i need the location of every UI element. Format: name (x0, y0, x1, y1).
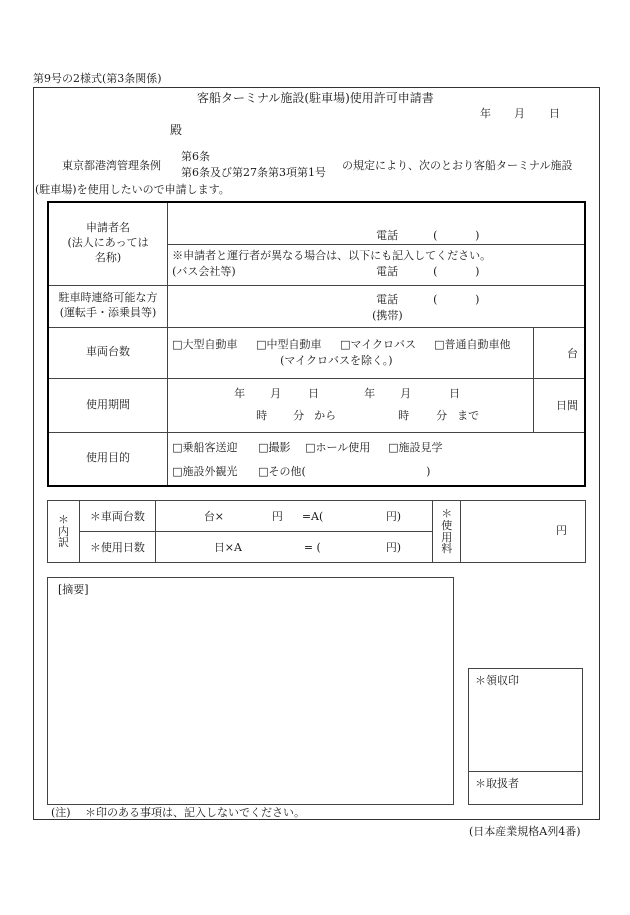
vehicle-fee-total: 円) (385, 510, 402, 523)
summary-label: [摘要] (58, 583, 89, 596)
article-option-2: 第6条及び第27条第3項第1号 (181, 166, 326, 179)
fee-label: ＊ 使 用 料 (433, 501, 461, 563)
bus-company-label: (バス会社等) (172, 265, 236, 278)
footnote-text: ＊印のある事項は、記入しないでください。 (85, 806, 305, 819)
period-field[interactable] (168, 378, 534, 432)
days-equals: = ( (303, 541, 321, 554)
paper-standard: (日本産業規格A列4番) (469, 825, 581, 838)
application-table (47, 201, 586, 487)
days-fee-calc[interactable] (155, 532, 432, 563)
purpose-label: 使用目的 (48, 432, 168, 486)
operator-phone-label: 電話 (376, 265, 399, 278)
period-from: から (314, 408, 337, 422)
checkbox-hall-use[interactable]: □ホール使用 (305, 440, 371, 454)
checkbox-regular-vehicle[interactable]: □普通自動車他 (434, 337, 511, 351)
receipt-stamp-label: ＊領収印 (475, 674, 519, 687)
applicant-label: 申請者名 (法人にあっては 名称) (48, 202, 168, 285)
article-option-1: 第6条 (181, 150, 210, 163)
vehicle-fee-a: =A( (301, 510, 324, 523)
start-hour: 時 (256, 408, 268, 422)
intro-line2: (駐車場)を使用したいので申請します。 (35, 183, 230, 196)
ordinance-name: 東京都港湾管理条例 (62, 159, 161, 172)
date-month: 月 (514, 107, 525, 120)
period-days-field[interactable] (533, 378, 585, 432)
form-title: 客船ターミナル施設(駐車場)使用許可申請書 (197, 91, 434, 105)
form-number: 第9号の2様式(第3条関係) (33, 72, 162, 85)
summary-box[interactable] (47, 577, 454, 805)
paren-close: ) (475, 265, 480, 278)
start-day: 日 (308, 386, 320, 400)
checkbox-passenger-pickup[interactable]: □乗船客送迎 (172, 440, 238, 454)
purpose-field[interactable] (168, 432, 585, 486)
start-month: 月 (270, 386, 282, 400)
other-paren-close: ) (426, 464, 431, 478)
paren-open: ( (433, 265, 438, 278)
receipt-stamp-box[interactable] (468, 668, 583, 772)
intro-line1-tail: の規定により、次のとおり客船ターミナル施設 (342, 159, 573, 172)
vehicle-note: (マイクロバスを除く。) (280, 353, 393, 367)
days-row-label: ＊使用日数 (79, 532, 155, 563)
fee-table (47, 500, 586, 563)
addressee-suffix: 殿 (170, 123, 183, 137)
paren-close: ) (475, 229, 480, 242)
date-day: 日 (549, 107, 560, 120)
vehicle-type-field[interactable] (168, 327, 534, 378)
checkbox-outside-sightseeing[interactable]: □施設外観光 (172, 464, 238, 478)
period-to: まで (457, 408, 480, 422)
days-total: 円) (385, 541, 402, 554)
vehicle-fee-units: 台× (203, 510, 225, 523)
end-hour: 時 (398, 408, 410, 422)
fee-yen-unit: 円 (556, 524, 567, 537)
vehicle-count-label: 車両台数 (48, 327, 168, 378)
breakdown-label: ＊ 内 訳 (48, 501, 80, 563)
start-minute: 分 (293, 408, 305, 422)
checkbox-large-vehicle[interactable]: □大型自動車 (172, 337, 238, 351)
vehicle-unit: 台 (567, 346, 578, 360)
end-month: 月 (400, 386, 412, 400)
contact-phone-label: 電話 (376, 292, 399, 306)
vehicle-count-row-label: ＊車両台数 (79, 501, 155, 532)
vehicle-count-field[interactable] (533, 327, 585, 378)
vehicle-fee-yen: 円 (271, 510, 283, 523)
paren-open: ( (433, 292, 438, 306)
footnote-label: (注) (51, 806, 71, 819)
fee-amount-field[interactable] (461, 501, 586, 563)
period-days-unit: 日間 (556, 398, 578, 412)
days-times-a: 日×A (213, 541, 242, 554)
period-label: 使用期間 (48, 378, 168, 432)
end-day: 日 (449, 386, 461, 400)
handler-box[interactable] (468, 771, 583, 805)
contact-field[interactable] (168, 285, 585, 327)
applicant-phone-label: 電話 (376, 229, 399, 242)
vehicle-fee-calc[interactable] (155, 501, 432, 532)
checkbox-microbus[interactable]: □マイクロバス (340, 337, 417, 351)
operator-note: ※申請者と運行者が異なる場合は、以下にも記入してください。 (172, 249, 492, 262)
paren-open: ( (433, 229, 438, 242)
end-year: 年 (364, 386, 376, 400)
checkbox-other[interactable]: □その他( (258, 464, 306, 478)
paren-close: ) (475, 292, 480, 306)
checkbox-facility-tour[interactable]: □施設見学 (388, 440, 443, 454)
mobile-label: (携帯) (372, 308, 403, 322)
start-year: 年 (234, 386, 246, 400)
checkbox-medium-vehicle[interactable]: □中型自動車 (256, 337, 322, 351)
applicant-field[interactable] (168, 202, 585, 285)
date-year: 年 (480, 107, 491, 120)
checkbox-filming[interactable]: □撮影 (258, 440, 291, 454)
contact-label: 駐車時連絡可能な方 (運転手・添乗員等) (48, 285, 168, 327)
end-minute: 分 (436, 408, 448, 422)
handler-label: ＊取扱者 (475, 777, 519, 790)
